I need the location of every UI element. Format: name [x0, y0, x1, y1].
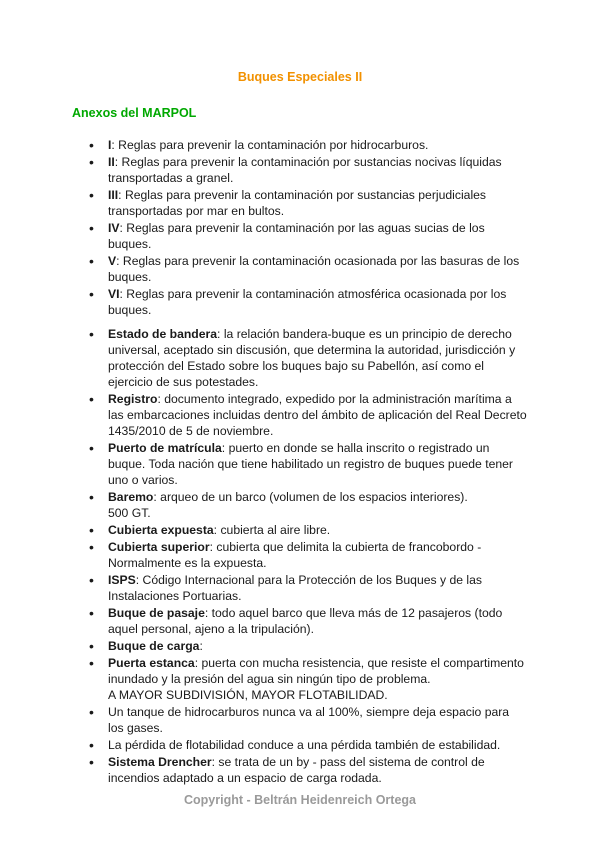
list-item-term: Estado de bandera	[108, 327, 218, 341]
annex-item	[88, 286, 528, 318]
section-title: Anexos del MARPOL	[72, 106, 197, 120]
list-item-text: Un tanque de hidrocarburos nunca va al 100%, siempre deja espacio para los gases.	[108, 705, 510, 735]
list-item-text: : Reglas para prevenir la contaminación por sustancias nocivas líquidas transportadas a granel.	[108, 155, 502, 185]
list-item-text: : Reglas para prevenir la contaminación por sustancias perjudiciales transportadas por mar en bultos.	[108, 188, 487, 218]
list-item-term: Sistema Drencher	[108, 755, 212, 769]
document-title: Buques Especiales II	[237, 70, 363, 84]
annex-item	[88, 220, 528, 252]
definition-item	[88, 489, 528, 521]
list-item-term: Registro	[108, 392, 158, 406]
list-item-text: : Reglas para prevenir la contaminación por las aguas sucias de los buques.	[108, 221, 485, 251]
definition-item	[88, 754, 528, 786]
list-item-term: II	[108, 155, 115, 169]
list-item-term: Buque de pasaje	[108, 606, 205, 620]
list-item-text: : Reglas para prevenir la contaminación ocasionada por las basuras de los buques.	[108, 254, 520, 284]
list-item-term: V	[108, 254, 117, 268]
list-item-text: : cubierta que delimita la cubierta de francobordo - Normalmente es la expuesta.	[108, 540, 482, 570]
annex-item	[88, 253, 528, 285]
definition-item	[88, 572, 528, 604]
list-item-text: : Código Internacional para la Protección de los Buques y de las Instalaciones Portuarias.	[108, 573, 482, 603]
list-item-term: VI	[108, 287, 120, 301]
list-item-text: : se trata de un by - pass del sistema de control de incendios adaptado a un espacio de carga rodada.	[108, 755, 485, 785]
list-item-term: IV	[108, 221, 120, 235]
copyright-footer: Copyright - Beltrán Heidenreich Ortega	[184, 793, 416, 807]
list-item-note: 500 GT.	[108, 506, 151, 520]
list-item-term: Cubierta expuesta	[108, 523, 214, 537]
list-item-text: : todo aquel barco que lleva más de 12 pasajeros (todo aquel personal, ajeno a la tripulación).	[108, 606, 503, 636]
list-item-text: La pérdida de flotabilidad conduce a una pérdida también de estabilidad.	[108, 738, 501, 752]
definition-item	[88, 605, 528, 637]
definition-item	[88, 737, 528, 753]
list-item-text: : Reglas para prevenir la contaminación por hidrocarburos.	[111, 138, 429, 152]
list-item-text: : arqueo de un barco (volumen de los espacios interiores).	[153, 490, 468, 504]
list-item-text: : documento integrado, expedido por la administración marítima a las embarcaciones incluidas dentro del ámbito de aplicación del Real Decreto 1435/2010 de 5 de noviembre.	[108, 392, 527, 438]
list-item-note: A MAYOR SUBDIVISIÓN, MAYOR FLOTABILIDAD.	[108, 688, 388, 702]
list-item-text: : puerto en donde se halla inscrito o registrado un buque. Toda nación que tiene habilitado un registro de buques puede tener uno o varios.	[108, 441, 513, 487]
list-item-term: Cubierta superior	[108, 540, 210, 554]
definition-item	[88, 440, 528, 488]
definitions-list	[88, 326, 528, 787]
annex-item	[88, 187, 528, 219]
list-item-term: III	[108, 188, 119, 202]
annex-list	[88, 137, 528, 319]
list-item-term: ISPS	[108, 573, 136, 587]
list-item-text: : Reglas para prevenir la contaminación atmosférica ocasionada por los buques.	[108, 287, 507, 317]
definition-item	[88, 704, 528, 736]
list-item-term: Puerta estanca	[108, 656, 195, 670]
list-item-term: Buque de carga	[108, 639, 200, 653]
list-item-term: Baremo	[108, 490, 154, 504]
list-item-text: : la relación bandera-buque es un principio de derecho universal, aceptado sin discusión, que determina la autoridad, jurisdicción y protección del Estado sobre los buques bajo su Pabellón, así como el ejercicio de sus potestades.	[108, 327, 516, 389]
list-item-text: : puerta con mucha resistencia, que resiste el compartimento inundado y la presión del agua sin ningún tipo de problema.	[108, 656, 524, 686]
definition-item	[88, 391, 528, 439]
definition-item	[88, 655, 528, 703]
definition-item	[88, 638, 528, 654]
definition-item	[88, 539, 528, 571]
list-item-text: : cubierta al aire libre.	[213, 523, 331, 537]
list-item-term: I	[108, 138, 112, 152]
definition-item	[88, 522, 528, 538]
list-item-text: :	[199, 639, 203, 653]
annex-item	[88, 137, 528, 153]
list-item-term: Puerto de matrícula	[108, 441, 222, 455]
definition-item	[88, 326, 528, 390]
annex-item	[88, 154, 528, 186]
